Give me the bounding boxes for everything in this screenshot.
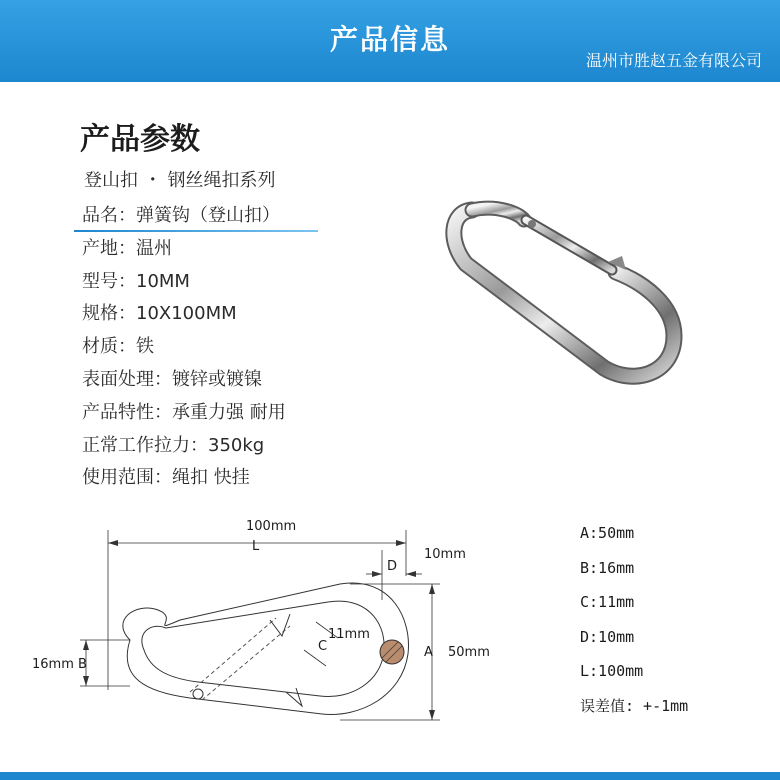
page-title: 产品信息 [329, 23, 450, 56]
spec-usage: 使用范围：绳扣 快挂 [82, 467, 250, 489]
legend-l: L:100mm [580, 662, 644, 680]
c-letter: C [318, 639, 328, 654]
d-value: 10mm [424, 547, 466, 562]
spec-working-load: 正常工作拉力：350kg [82, 434, 265, 456]
length-letter: L [252, 539, 260, 554]
legend-c: C:11mm [580, 593, 635, 611]
section-title: 产品参数 [80, 122, 200, 157]
spec-feature: 产品特性：承重力强 耐用 [82, 401, 286, 423]
spec-model: 型号：10MM [82, 270, 190, 292]
b-value: 16mm [32, 657, 74, 672]
a-letter: A [424, 645, 433, 660]
d-letter: D [387, 559, 398, 574]
legend-d: D:10mm [580, 627, 635, 646]
a-value: 50mm [448, 645, 490, 660]
product-name-underline [74, 230, 318, 232]
spec-surface: 表面处理：镀锌或镀镍 [82, 368, 262, 390]
legend-b: B:16mm [580, 558, 635, 577]
legend-tolerance: 误差值: +-1mm [580, 696, 689, 715]
company-name: 温州市胜赵五金有限公司 [585, 51, 762, 70]
spec-origin: 产地：温州 [82, 237, 172, 259]
length-value: 100mm [246, 519, 297, 534]
c-value: 11mm [328, 627, 370, 642]
dimension-drawing [20, 510, 540, 740]
spec-material: 材质：铁 [82, 336, 154, 358]
carabiner-outline [123, 583, 409, 714]
carabiner-product-image [428, 186, 728, 386]
dimension-legend [580, 516, 688, 723]
wire-section-hatch [380, 640, 404, 664]
series-subtitle: 登山扣 ・ 钢丝绳扣系列 [84, 170, 276, 191]
legend-a: A:50mm [580, 524, 635, 542]
b-letter: B [78, 657, 87, 672]
spec-product-name: 品名：弹簧钩（登山扣） [82, 205, 280, 226]
footer-bar [0, 772, 780, 780]
spec-list [82, 200, 286, 495]
header-banner [0, 0, 780, 82]
spec-size: 规格：10X100MM [82, 303, 237, 325]
